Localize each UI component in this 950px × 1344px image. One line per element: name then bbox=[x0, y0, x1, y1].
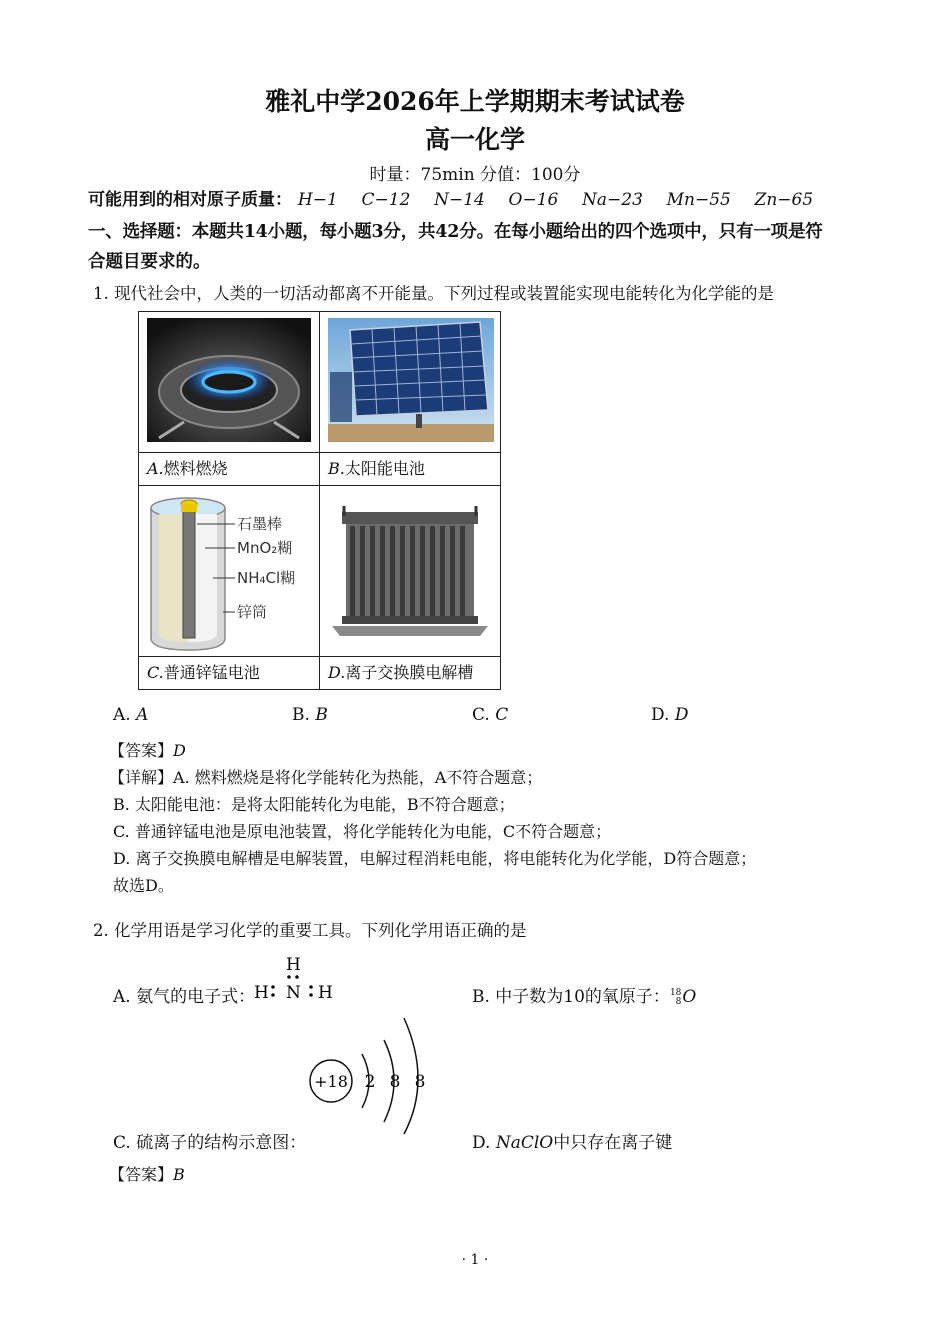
q1-choice-a[interactable]: A. A bbox=[113, 705, 149, 725]
shell-3-electrons: 8 bbox=[414, 1072, 426, 1092]
section1-line1: 一、选择题：本题共14小题，每小题3分，共42分。在每小题给出的四个选项中，只有一项是符 bbox=[88, 222, 823, 242]
q2-option-d[interactable]: D. NaClO中只存在离子键 bbox=[472, 1133, 673, 1153]
label-nh4cl: NH₄Cl糊 bbox=[237, 569, 296, 587]
label-zinc-can: 锌筒 bbox=[237, 603, 268, 621]
q1-cell-d-image bbox=[320, 486, 501, 690]
lewis-h-top: H bbox=[286, 955, 301, 975]
q1-cell-d-caption: D.离子交换膜电解槽 bbox=[320, 656, 500, 689]
gas-flame-icon bbox=[139, 312, 319, 452]
exam-title: 雅礼中学2026年上学期期末考试试卷 bbox=[265, 87, 685, 116]
q1-stem: 1. 现代社会中，人类的一切活动都离不开能量。下列过程或装置能实现电能转化为化学能的是 bbox=[93, 284, 774, 303]
q1-cell-c-caption: C.普通锌锰电池 bbox=[139, 656, 319, 689]
q1-cell-a-caption: A.燃料燃烧 bbox=[139, 452, 319, 485]
q1-detail-2: C. 普通锌锰电池是原电池装置，将化学能转化为电能，C不符合题意； bbox=[113, 822, 612, 841]
sulfide-ion-structure-diagram bbox=[300, 1012, 440, 1136]
atomic-masses-label: 可能用到的相对原子质量： bbox=[88, 190, 292, 210]
q1-detail-4: 故选D。 bbox=[113, 876, 174, 895]
mass-o: O−16 bbox=[508, 190, 559, 210]
q1-cell-a-image bbox=[139, 312, 320, 486]
q1-options-table bbox=[138, 311, 501, 690]
time-score: 时量：75min 分值：100分 bbox=[369, 165, 581, 185]
shell-1-electrons: 2 bbox=[364, 1072, 376, 1092]
mass-mn: Mn−55 bbox=[666, 190, 731, 210]
electrolyzer-icon bbox=[320, 486, 500, 656]
lewis-h-left: H bbox=[254, 983, 269, 1003]
shell-2-electrons: 8 bbox=[389, 1072, 401, 1092]
page-number: · 1 · bbox=[461, 1252, 489, 1268]
q1-cell-b-image bbox=[320, 312, 501, 486]
ammonia-lewis-structure bbox=[250, 950, 340, 1006]
q1-cell-b-caption: B.太阳能电池 bbox=[320, 452, 500, 485]
isotope-atomic-number: 8 bbox=[675, 996, 682, 1007]
q1-detail-1: B. 太阳能电池：是将太阳能转化为电能，B不符合题意； bbox=[113, 795, 515, 814]
mass-n: N−14 bbox=[434, 190, 485, 210]
q1-choice-b[interactable]: B. B bbox=[292, 705, 328, 725]
oxygen-symbol: O bbox=[682, 987, 697, 1007]
section1-line2: 合题目要求的。 bbox=[88, 252, 211, 272]
q1-detail-0: 【详解】A. 燃料燃烧是将化学能转化为热能，A不符合题意； bbox=[109, 768, 543, 787]
q1-detail-3: D. 离子交换膜电解槽是电解装置，电解过程消耗电能，将电能转化为化学能，D符合题意； bbox=[113, 849, 757, 868]
mass-zn: Zn−65 bbox=[754, 190, 814, 210]
lewis-h-right: H bbox=[318, 983, 333, 1003]
label-graphite-rod: 石墨棒 bbox=[237, 515, 283, 533]
label-mno2: MnO₂糊 bbox=[237, 539, 293, 557]
q2-answer: 【答案】B bbox=[109, 1165, 185, 1184]
q1-choice-c[interactable]: C. C bbox=[472, 705, 509, 725]
q2-option-b[interactable]: B. 中子数为10的氧原子：18 8O bbox=[472, 987, 697, 1007]
mass-h: H−1 bbox=[297, 190, 338, 210]
q1-answer: 【答案】D bbox=[109, 741, 186, 760]
q2-option-a[interactable]: A. 氨气的电子式： bbox=[113, 987, 256, 1007]
mass-na: Na−23 bbox=[582, 190, 643, 210]
subject-title: 高一化学 bbox=[424, 125, 525, 154]
q2-stem: 2. 化学用语是学习化学的重要工具。下列化学用语正确的是 bbox=[93, 921, 527, 940]
atomic-masses bbox=[88, 187, 813, 214]
nucleus-charge: +18 bbox=[314, 1072, 348, 1091]
q1-cell-c-image bbox=[139, 486, 320, 690]
solar-panel-icon bbox=[320, 312, 500, 452]
q2-option-c[interactable]: C. 硫离子的结构示意图： bbox=[113, 1133, 307, 1153]
q1-choice-d[interactable]: D. D bbox=[651, 705, 689, 725]
isotope-mass-number: 18 bbox=[669, 987, 682, 998]
lewis-n: N bbox=[286, 983, 301, 1003]
mass-c: C−12 bbox=[361, 190, 411, 210]
zinc-manganese-battery-icon bbox=[139, 486, 319, 656]
